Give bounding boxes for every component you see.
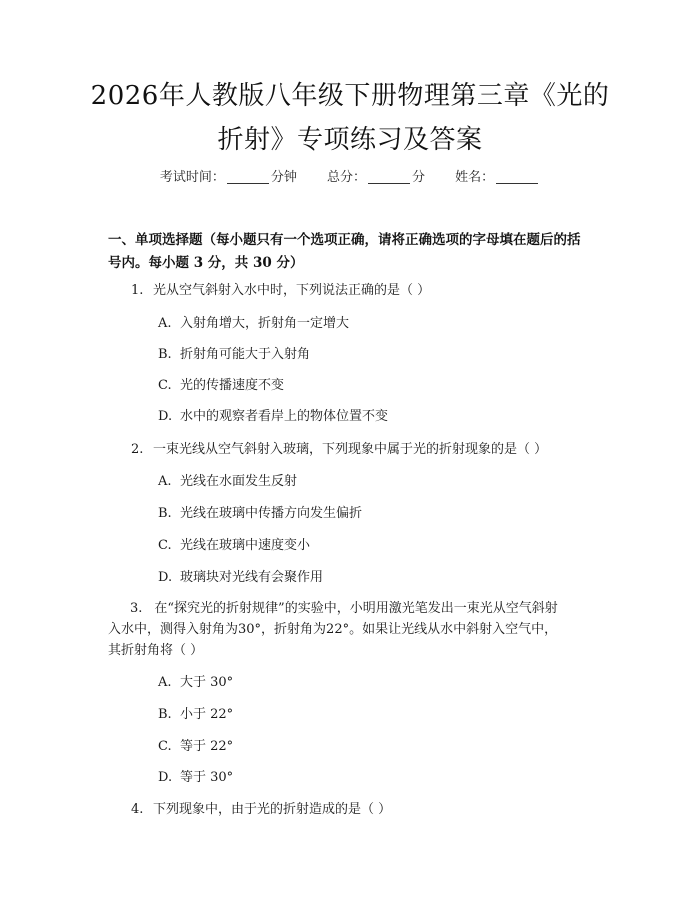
option-text: 光线在玻璃中速度变小	[180, 538, 311, 553]
option-text: 光线在玻璃中传播方向发生偏折	[180, 506, 363, 521]
option-letter: B.	[158, 347, 172, 362]
total-score-blank	[368, 169, 410, 184]
option-letter: B.	[158, 707, 172, 722]
option-text: 光线在水面发生反射	[180, 474, 298, 489]
option-text: 玻璃块对光线有会聚作用	[180, 570, 324, 585]
document-title	[60, 74, 640, 162]
question-2-option-d	[158, 568, 323, 588]
question-3-line-2: 入水中，测得入射角为30°，折射角为22°。如果让光线从水中斜射入空气中，	[108, 622, 558, 637]
option-letter: D.	[158, 570, 173, 585]
question-1-option-b	[158, 345, 310, 365]
question-number: 2.	[131, 442, 144, 457]
question-3-option-a	[158, 673, 233, 693]
question-2-option-a	[158, 472, 297, 492]
question-4	[131, 799, 601, 820]
question-3-option-d	[158, 768, 233, 788]
option-letter: C.	[158, 739, 172, 754]
option-letter: C.	[158, 538, 172, 553]
question-number: 3.	[130, 601, 143, 616]
question-1-option-d	[158, 407, 388, 427]
option-letter: A.	[158, 474, 172, 489]
question-1-option-c	[158, 376, 284, 396]
option-letter: A.	[158, 675, 172, 690]
section-heading-line-2: 号内。每小题 3 分，共 30 分）	[108, 255, 304, 271]
student-name-label: 姓名：	[455, 170, 495, 185]
option-text: 大于 30°	[180, 675, 234, 690]
option-text: 入射角增大，折射角一定增大	[180, 316, 350, 331]
question-text: 下列现象中，由于光的折射造成的是（ ）	[153, 802, 392, 817]
question-3-line-1	[108, 598, 598, 619]
option-letter: B.	[158, 506, 172, 521]
option-letter: C.	[158, 378, 172, 393]
option-text: 折射角可能大于入射角	[180, 347, 311, 362]
question-number: 4.	[131, 802, 144, 817]
option-text: 等于 30°	[180, 770, 234, 785]
question-3-option-c	[158, 737, 233, 757]
total-score-label: 总分：	[326, 170, 366, 185]
question-3-line-3: 其折射角将（ ）	[108, 643, 204, 658]
exam-time-blank	[227, 169, 269, 184]
option-letter: A.	[158, 316, 172, 331]
question-2-option-b	[158, 504, 362, 524]
exam-time-label: 考试时间：	[159, 170, 225, 185]
section-heading	[108, 229, 596, 275]
option-letter: D.	[158, 770, 173, 785]
student-name	[455, 170, 540, 185]
exam-time	[160, 170, 297, 185]
option-text: 小于 22°	[180, 707, 234, 722]
question-3	[108, 598, 598, 661]
option-text: 水中的观察者看岸上的物体位置不变	[180, 409, 389, 424]
title-line-2: 折射》专项练习及答案	[217, 125, 483, 155]
question-text: 在“探究光的折射规律”的实验中，小明用激光笔发出一束光从空气斜射	[154, 601, 558, 616]
student-name-blank	[496, 169, 538, 184]
question-text: 一束光线从空气斜射入玻璃，下列现象中属于光的折射现象的是（ ）	[153, 442, 548, 457]
question-1-option-a	[158, 314, 349, 334]
option-text: 光的传播速度不变	[180, 378, 285, 393]
question-text: 光从空气斜射入水中时，下列说法正确的是（ ）	[153, 283, 431, 298]
question-number: 1.	[131, 283, 144, 298]
section-heading-line-1: 一、单项选择题（每小题只有一个选项正确，请将正确选项的字母填在题后的括	[108, 232, 581, 248]
question-2-option-c	[158, 536, 310, 556]
question-1	[131, 280, 601, 301]
exam-time-unit: 分钟	[270, 170, 297, 185]
option-letter: D.	[158, 409, 173, 424]
question-2	[131, 439, 601, 460]
title-line-1: 2026年人教版八年级下册物理第三章《光的	[90, 81, 610, 111]
exam-info	[0, 168, 700, 188]
total-score-unit: 分	[412, 170, 426, 185]
total-score	[327, 170, 425, 185]
question-3-option-b	[158, 705, 233, 725]
option-text: 等于 22°	[180, 739, 234, 754]
